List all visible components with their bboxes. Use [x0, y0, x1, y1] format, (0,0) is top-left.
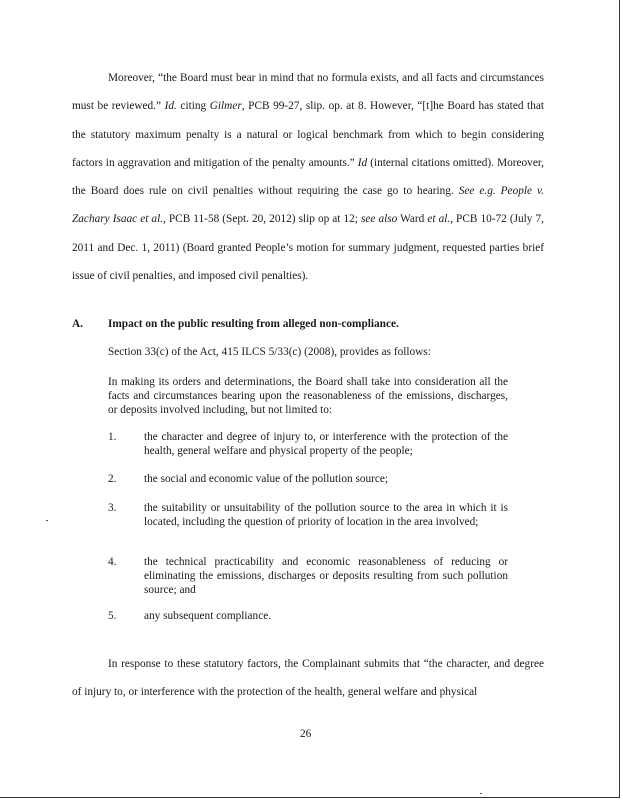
factor-text: the suitability or unsuitability of the pollution source to the area in which it is located, including the question of priority of location in the area involved;: [144, 502, 508, 528]
factor-text: the social and economic value of the pollution source;: [144, 473, 389, 485]
statute-intro: Section 33(c) of the Act, 415 ILCS 5/33(c) (2008), provides as follows:: [108, 346, 431, 358]
paragraph-penalty-standard: Moreover, “the Board must bear in mind that no formula exists, and all facts and circumstances must be reviewed.” Id. citing Gilmer, PCB 99-27, slip. op. at 8. However, “[t]he Board has stated that the statutory maximum penalty is a natural or logical benchmark from which to begin considering factors in aggravation and mitigation of the penalty amounts.” Id (internal citations omitted). Moreover, the Board does rule on civil penalties without requiring the case go to hearing. See e.g. People v. Zachary Isaac et al., PCB 11-58 (Sept. 20, 2012) slip op at 12; see also Ward et al., PCB 10-72 (July 7, 2011 and Dec. 1, 2011) (Board granted People’s motion for summary judgment, requested parties brief issue of civil penalties, and imposed civil penalties).: [72, 72, 544, 283]
statute-quote: In making its orders and determinations, the Board shall take into consideration all the facts and circumstances bearing upon the reasonableness of the emissions, discharges, or deposits involved including, but not limited to:: [108, 376, 508, 416]
section-title: Impact on the public resulting from alleged non-compliance.: [108, 318, 399, 330]
factor-number: 5.: [108, 610, 117, 622]
factor-text: the technical practicability and economic reasonableness of reducing or eliminating the emissions, discharges or deposits resulting from such pollution source; and: [144, 556, 508, 596]
page-number: 26: [300, 728, 312, 740]
section-heading: [72, 318, 399, 330]
factor-number: 1.: [108, 431, 117, 443]
scan-speck: [480, 793, 482, 794]
factor-text: the character and degree of injury to, or interference with the protection of the health, general welfare and physical property of the people;: [144, 431, 508, 457]
factor-text: any subsequent compliance.: [144, 610, 272, 622]
factor-number: 4.: [108, 556, 117, 568]
paragraph-complainant-response: In response to these statutory factors, the Complainant submits that “the character, and degree of injury to, or interference with the protection of the health, general welfare and physical: [72, 658, 544, 699]
scan-speck: [46, 520, 48, 521]
factor-number: 2.: [108, 473, 117, 485]
section-letter: A.: [72, 318, 83, 330]
factor-number: 3.: [108, 502, 117, 514]
